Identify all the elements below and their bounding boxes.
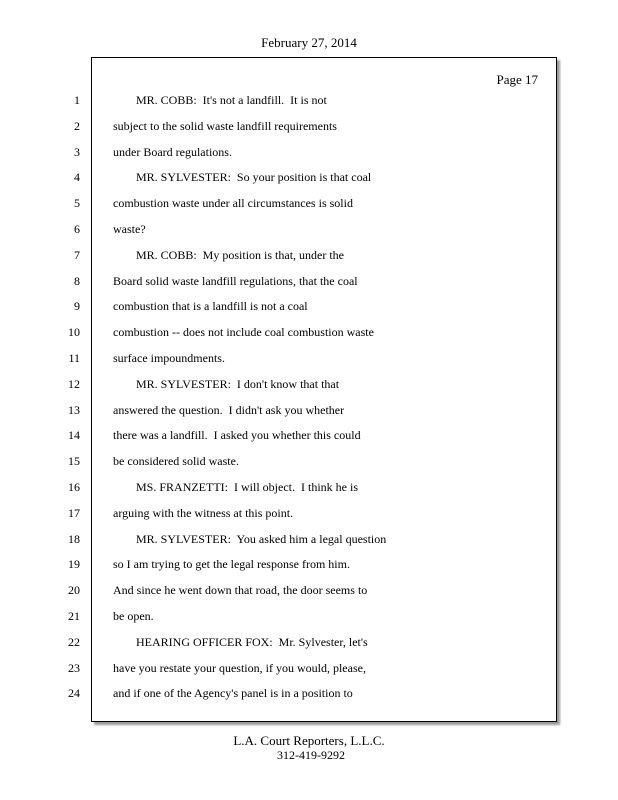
header-date: February 27, 2014 bbox=[261, 35, 357, 50]
line-number: 8 bbox=[74, 274, 80, 288]
line-number: 13 bbox=[68, 403, 80, 417]
line-number: 21 bbox=[68, 609, 80, 623]
line-number: 24 bbox=[68, 686, 80, 700]
line-number: 9 bbox=[74, 299, 80, 313]
transcript-line: MR. SYLVESTER: So your position is that coal bbox=[136, 170, 372, 184]
transcript-line: answered the question. I didn't ask you whether bbox=[113, 403, 345, 417]
line-number: 12 bbox=[68, 377, 80, 391]
transcript-line: combustion that is a landfill is not a coal bbox=[113, 299, 308, 313]
transcript-line: waste? bbox=[113, 222, 146, 236]
transcript-line: have you restate your question, if you would, please, bbox=[113, 661, 366, 675]
line-number: 20 bbox=[68, 583, 80, 597]
line-number: 19 bbox=[68, 557, 80, 571]
transcript-line: so I am trying to get the legal response from him. bbox=[113, 557, 350, 571]
line-number: 18 bbox=[68, 532, 80, 546]
transcript-line: arguing with the witness at this point. bbox=[113, 506, 294, 520]
transcript-line: Board solid waste landfill regulations, that the coal bbox=[113, 274, 358, 288]
transcript-line: MR. SYLVESTER: I don't know that that bbox=[136, 377, 340, 391]
transcript-line: MS. FRANZETTI: I will object. I think he is bbox=[136, 480, 358, 494]
line-number: 22 bbox=[68, 635, 80, 649]
transcript-line: surface impoundments. bbox=[113, 351, 225, 365]
transcript-line: MR. COBB: It's not a landfill. It is not bbox=[136, 93, 327, 107]
line-number: 11 bbox=[68, 351, 80, 365]
line-number: 5 bbox=[74, 196, 80, 210]
transcript-line: HEARING OFFICER FOX: Mr. Sylvester, let's bbox=[136, 635, 368, 649]
line-number: 3 bbox=[74, 145, 80, 159]
transcript-line: MR. COBB: My position is that, under the bbox=[136, 248, 345, 262]
transcript-line: combustion waste under all circumstances is solid bbox=[113, 196, 353, 210]
line-number: 14 bbox=[68, 428, 80, 442]
line-number: 10 bbox=[68, 325, 80, 339]
transcript-line: and if one of the Agency's panel is in a position to bbox=[113, 686, 353, 700]
page-number: Page 17 bbox=[496, 72, 538, 87]
footer-company: L.A. Court Reporters, L.L.C. bbox=[233, 733, 385, 748]
transcript-line: be open. bbox=[113, 609, 154, 623]
line-number: 2 bbox=[74, 119, 80, 133]
transcript-line: MR. SYLVESTER: You asked him a legal question bbox=[136, 532, 387, 546]
transcript-line: combustion -- does not include coal combustion waste bbox=[113, 325, 374, 339]
line-number: 7 bbox=[74, 248, 80, 262]
line-number: 1 bbox=[74, 93, 80, 107]
transcript-line: subject to the solid waste landfill requirements bbox=[113, 119, 337, 133]
line-number: 17 bbox=[68, 506, 80, 520]
transcript-line: And since he went down that road, the door seems to bbox=[113, 583, 368, 597]
line-number: 16 bbox=[68, 480, 80, 494]
transcript-line: be considered solid waste. bbox=[113, 454, 239, 468]
line-number: 6 bbox=[74, 222, 80, 236]
line-number: 4 bbox=[74, 170, 80, 184]
line-number: 23 bbox=[68, 661, 80, 675]
line-number: 15 bbox=[68, 454, 80, 468]
footer-phone: 312-419-9292 bbox=[277, 748, 345, 762]
transcript-line: under Board regulations. bbox=[113, 145, 232, 159]
transcript-line: there was a landfill. I asked you whether this could bbox=[113, 428, 361, 442]
